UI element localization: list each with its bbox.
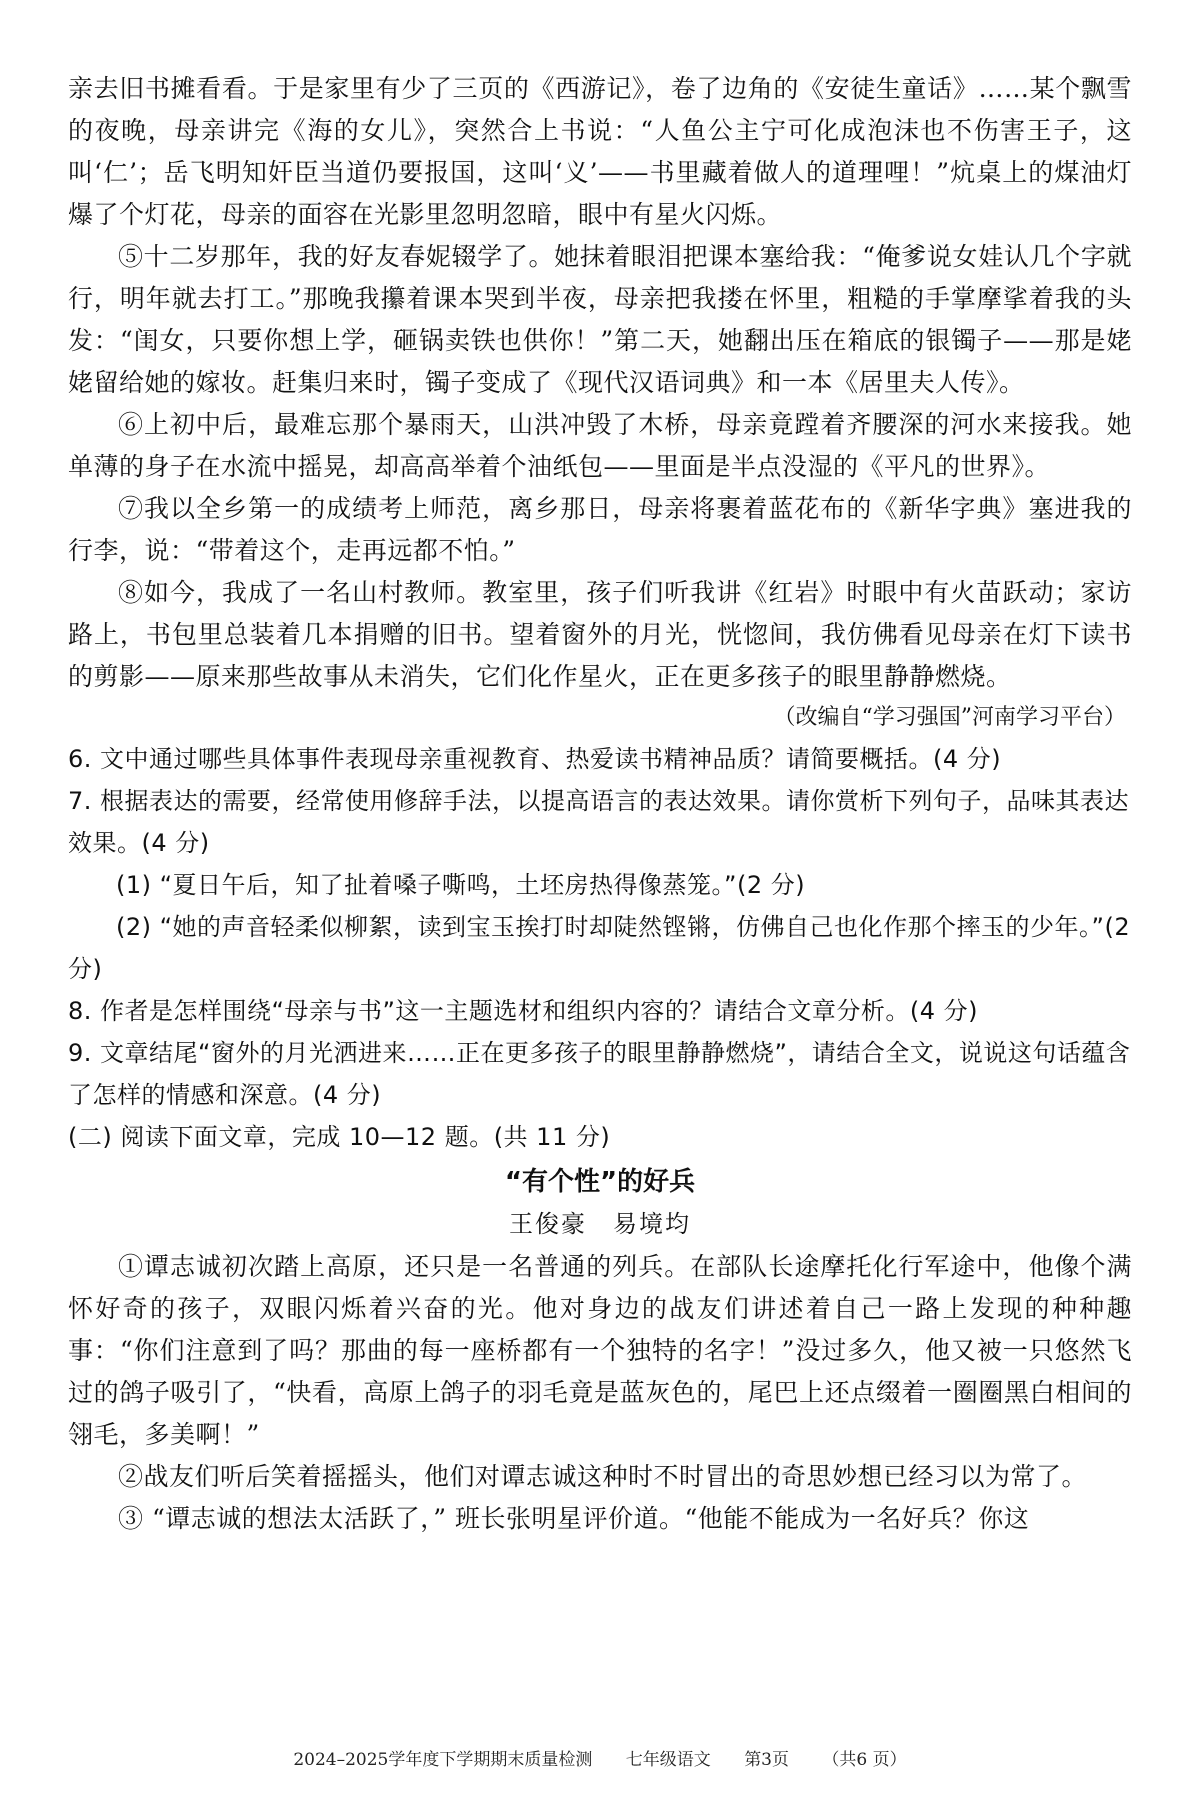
question-7: 7. 根据表达的需要，经常使用修辞手法，以提高语言的表达效果。请你赏析下列句子，品味其表达效果。(4 分) xyxy=(68,787,1130,857)
passage-paragraph-6: ⑥上初中后，最难忘那个暴雨天，山洪冲毁了木桥，母亲竟蹚着齐腰深的河水来接我。她单薄的身子在水流中摇晃，却高高举着个油纸包——里面是半点没湿的《平凡的世界》。 xyxy=(68,410,1132,481)
exam-page xyxy=(68,68,1132,1540)
article-title: “有个性”的好兵 xyxy=(504,1167,696,1197)
article-paragraph-3: ③ “谭志诚的想法太活跃了，” 班长张明星评价道。“他能不能成为一名好兵？你这 xyxy=(118,1504,1030,1533)
footer-total-pages: （共6 页） xyxy=(822,1750,907,1770)
footer-page-number: 第3页 xyxy=(744,1750,790,1770)
footer-exam-name: 2024–2025学年度下学期期末质量检测 xyxy=(293,1750,593,1770)
page-footer xyxy=(0,1748,1200,1772)
passage-paragraph-7: ⑦我以全乡第一的成绩考上师范，离乡那日，母亲将裹着蓝花布的《新华字典》塞进我的行李，说：“带着这个，走再远都不怕。” xyxy=(68,494,1132,565)
question-9: 9. 文章结尾“窗外的月光洒进来……正在更多孩子的眼里静静燃烧”，请结合全文，说说这句话蕴含了怎样的情感和深意。(4 分) xyxy=(68,1039,1131,1109)
passage-paragraph-8: ⑧如今，我成了一名山村教师。教室里，孩子们听我讲《红岩》时眼中有火苗跃动；家访路上，书包里总装着几本捐赠的旧书。望着窗外的月光，恍惚间，我仿佛看见母亲在灯下读书的剪影——原来那些故事从未消失，它们化作星火，正在更多孩子的眼里静静燃烧。 xyxy=(68,578,1132,691)
question-7-part-1: (1) “夏日午后，知了扯着嗓子嘶鸣，土坯房热得像蒸笼。”(2 分) xyxy=(116,871,806,899)
question-8: 8. 作者是怎样围绕“母亲与书”这一主题选材和组织内容的？请结合文章分析。(4 分) xyxy=(68,997,979,1025)
question-6: 6. 文中通过哪些具体事件表现母亲重视教育、热爱读书精神品质？请简要概括。(4 分) xyxy=(68,745,1002,773)
footer-subject: 七年级语文 xyxy=(625,1750,711,1770)
question-7-part-2: (2) “她的声音轻柔似柳絮，读到宝玉挨打时却陡然铿锵，仿佛自己也化作那个摔玉的少年。”(2 分) xyxy=(68,913,1131,983)
article-authors: 王俊豪 易境均 xyxy=(509,1210,691,1238)
passage-source: （改编自“学习强国”河南学习平台） xyxy=(773,705,1126,730)
article-paragraph-1: ①谭志诚初次踏上高原，还只是一名普通的列兵。在部队长途摩托化行军途中，他像个满怀好奇的孩子，双眼闪烁着兴奋的光。他对身边的战友们讲述着自己一路上发现的种种趣事：“你们注意到了吗？那曲的每一座桥都有一个独特的名字！”没过多久，他又被一只悠然飞过的鸽子吸引了，“快看，高原上鸽子的羽毛竟是蓝灰色的，尾巴上还点缀着一圈圈黑白相间的翎毛，多美啊！” xyxy=(68,1252,1132,1449)
passage-paragraph-4-continued: 亲去旧书摊看看。于是家里有少了三页的《西游记》，卷了边角的《安徒生童话》……某个飘雪的夜晚，母亲讲完《海的女儿》，突然合上书说：“人鱼公主宁可化成泡沫也不伤害王子，这叫‘仁’；岳飞明知奸臣当道仍要报国，这叫‘义’——书里藏着做人的道理哩！”炕桌上的煤油灯爆了个灯花，母亲的面容在光影里忽明忽暗，眼中有星火闪烁。 xyxy=(68,74,1132,229)
article-paragraph-2: ②战友们听后笑着摇摇头，他们对谭志诚这种时不时冒出的奇思妙想已经习以为常了。 xyxy=(118,1462,1088,1491)
section-2-heading: (二) 阅读下面文章，完成 10—12 题。(共 11 分) xyxy=(68,1123,611,1151)
passage-paragraph-5: ⑤十二岁那年，我的好友春妮辍学了。她抹着眼泪把课本塞给我：“俺爹说女娃认几个字就行，明年就去打工。”那晚我攥着课本哭到半夜，母亲把我搂在怀里，粗糙的手掌摩挲着我的头发：“闺女，只要你想上学，砸锅卖铁也供你！”第二天，她翻出压在箱底的银镯子——那是姥姥留给她的嫁妆。赶集归来时，镯子变成了《现代汉语词典》和一本《居里夫人传》。 xyxy=(68,242,1132,397)
